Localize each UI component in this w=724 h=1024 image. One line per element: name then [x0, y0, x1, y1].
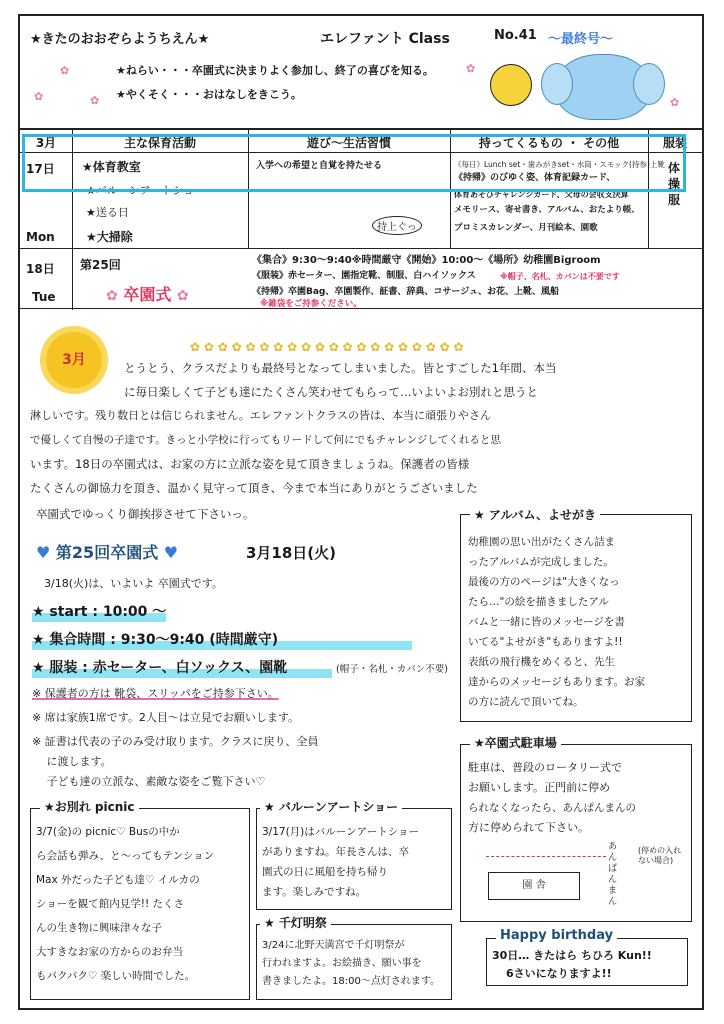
- lead-line: に毎日楽しくて子ども達にたくさん笑わせてもらって…いよいよお別れと思うと: [124, 385, 538, 399]
- row1-items: 《持帰》のびゆく姿、体育記録カード、: [454, 173, 616, 183]
- row1-dress: 体操服: [668, 161, 681, 207]
- balloon-line: がありますね。年長さんは、卒: [262, 846, 409, 858]
- promise-text: ★やくそく・・・おはなしをきこう。: [116, 88, 302, 101]
- album-line: たら…"の絵を描きましたアル: [468, 596, 609, 608]
- ceremony-date: 3月18日(火): [246, 544, 337, 562]
- album-line: 表紙の飛行機をめくると、先生: [468, 656, 615, 668]
- row1-items: 《毎日》Lunch set・歯みがきset・水筒・スモック(持参)上靴: [454, 160, 665, 169]
- row1-items: 体育あそびチャレンジカード、父母の会収支決算: [454, 190, 629, 199]
- row1-activity: ★バルーンアートショー: [86, 184, 206, 197]
- picnic-line: 大すきなお家の方からのお弁当: [36, 946, 183, 958]
- ceremony-note: ※ 席は家族1席です。2人目～は立見でお願いします。: [32, 711, 299, 724]
- album-line: の方に読んで頂いてね。: [468, 696, 584, 708]
- newsletter-page: [18, 14, 704, 1010]
- chick-illustration-icon: [490, 64, 532, 106]
- lantern-title: ★ 千灯明祭: [260, 914, 331, 931]
- album-title: ★ アルバム、よせがき: [470, 506, 600, 523]
- ceremony-dress: ★ 服装 : 赤セーター、白ソックス、園靴: [32, 658, 332, 678]
- lead-line: 淋しいです。残り数日とは信じられません。エレファントクラスの皆は、本当に頑張りやさん: [30, 409, 492, 422]
- birthday-line: 6さいになりますよ!!: [506, 967, 612, 980]
- parking-map-building: 園 舎: [488, 872, 580, 900]
- ceremony-gather: ★ 集合時間 : 9:30～9:40 (時間厳守): [32, 630, 412, 650]
- row2-line2: 《服装》赤セーター、園指定靴、制服、白ハイソックス: [252, 271, 476, 281]
- ceremony-note: 子ども達の立派な、素敵な姿をご覧下さい♡: [32, 775, 266, 788]
- birthday-title: Happy birthday: [496, 928, 617, 943]
- header-dress: 服装: [662, 136, 687, 150]
- flower-icon: ✿: [90, 94, 100, 107]
- ceremony-title: ✿ 卒園式 ✿: [106, 285, 189, 304]
- flower-icon: ✿: [106, 288, 118, 304]
- lead-line: います。18日の卒園式は、お家の方に立派な姿を見て頂きましょうね。保護者の皆様: [30, 457, 470, 471]
- ceremony-dress-note: (帽子・名札・カバン不要): [336, 664, 448, 675]
- ceremony-note: ※ 証書は代表の子のみ受け取ります。クラスに戻り、全員: [32, 735, 319, 748]
- ceremony-intro: 3/18(火)は、いよいよ 卒園式です。: [44, 577, 223, 590]
- lantern-line: 書きましたよ。18:00～点灯されます。: [262, 976, 441, 987]
- row1-items: プロミスカレンダー、月刊絵本、園歌: [454, 223, 598, 233]
- lead-line: たくさんの御協力を頂き、温かく見守って頂き、今まで本当にありがとうございました: [30, 481, 478, 495]
- balloon-line: ます。楽しみですね。: [262, 886, 367, 898]
- lead-line: とうとう、クラスだよりも最終号となってしまいました。皆とすごした1年間、本当: [124, 361, 557, 375]
- parking-line: 方に停められて下さい。: [468, 821, 589, 834]
- balloon-line: 園式の日に風船を持ち帰り: [262, 866, 388, 878]
- album-line: ったアルバムが完成しました。: [468, 556, 614, 568]
- header-items: 持ってくるもの ・ その他: [478, 136, 620, 150]
- parking-line: られなくなったら、あんぱんまんの: [468, 802, 636, 814]
- picnic-line: 3/7(金)の picnic♡ Busの中か: [36, 826, 180, 838]
- ceremony-highlight-frame: [22, 134, 686, 192]
- lantern-line: 行われますよ。お絵描き、願い事を: [262, 958, 422, 969]
- header-habits: 遊び～生活習慣: [306, 136, 391, 150]
- lead-line: 卒園式でゆっくり御挨拶させて下さいっ。: [36, 507, 255, 521]
- balloon-line: 3/17(月)はバルーンアートショー: [262, 826, 420, 838]
- row1-activity: ★送る日: [86, 206, 129, 219]
- row1-date: 17日: [26, 162, 55, 176]
- row1-day: Mon: [26, 230, 55, 244]
- row1-note: 持上ぐっ: [372, 216, 422, 235]
- parking-line: 駐車は、普段のロータリー式で: [468, 761, 622, 774]
- picnic-line: もパクパク♡ 楽しい時間でした。: [36, 970, 196, 982]
- parking-route: [486, 856, 606, 857]
- butterfly-icon: ✿ ✿ ✿ ✿ ✿ ✿ ✿ ✿ ✿ ✿ ✿ ✿ ✿ ✿ ✿ ✿ ✿ ✿ ✿ ✿: [190, 340, 464, 354]
- picnic-line: ショーを観て館内見学!! たくさ: [36, 898, 185, 910]
- flower-icon: ✿: [466, 62, 476, 75]
- lantern-line: 3/24に北野天満宮で千灯明祭が: [262, 940, 405, 951]
- album-line: 最後の方のページは"大きくなっ: [468, 576, 620, 588]
- heart-icon: ♥: [163, 543, 179, 562]
- flower-icon: ✿: [176, 288, 189, 304]
- row2-event: 第25回: [80, 258, 121, 272]
- parking-map-note: (停めの入れない場合): [638, 846, 682, 865]
- album-line: 幼稚園の思い出がたくさん詰ま: [468, 536, 615, 548]
- class-name: エレファント Class: [320, 31, 450, 47]
- heart-icon: ♥: [36, 543, 51, 562]
- row1-items: メモリース、寄せ書き、アルバム、おたより帳、: [454, 205, 640, 215]
- header-activities: 主な保育活動: [123, 136, 196, 150]
- aim-text: ★ねらい・・・卒園式に決まりよく参加し、終了の喜びを知る。: [116, 64, 434, 77]
- flower-icon: ✿: [60, 64, 70, 77]
- album-line: 達からのメッセージもあります。お家: [468, 676, 646, 688]
- album-line: いてる"よせがき"もありますよ!!: [468, 636, 623, 648]
- row2-line3: 《持帰》卒園Bag、卒園製作、証書、辞典、コサージュ、お花、上靴、風船: [252, 287, 560, 297]
- row2-line4: ※雑袋をご持参ください。: [260, 299, 362, 309]
- row2-line2-note: ※帽子、名札、カバンは不要です: [500, 272, 620, 281]
- row2-line1: 《集合》9:30～9:40※時間厳守《開始》10:00～《場所》幼稚園Bigroom: [252, 255, 601, 266]
- ceremony-note: に渡します。: [32, 755, 112, 768]
- header-month: 3月: [35, 136, 57, 150]
- parking-map-side: あんぱんまん: [608, 842, 618, 907]
- final-issue-label: ～最終号～: [548, 32, 614, 47]
- row1-habit: 入学への希望と自覚を持たせる: [256, 161, 383, 171]
- row1-activity: ★体育教室: [82, 160, 141, 174]
- picnic-line: ら会話も弾み、と～ってもテンション: [36, 850, 215, 862]
- row2-date: 18日: [26, 262, 55, 276]
- parking-title: ★卒園式駐車場: [470, 734, 561, 751]
- picnic-title: ★お別れ picnic: [40, 798, 139, 815]
- row2-day: Tue: [32, 290, 56, 304]
- issue-number: No.41: [494, 28, 537, 43]
- ceremony-start: ★ start : 10:00 ～: [32, 604, 167, 620]
- row1-activity: ★大掃除: [86, 230, 133, 244]
- picnic-line: んの生き物に興味津々な子: [36, 922, 162, 934]
- ceremony-section-title: ♥ 第25回卒園式 ♥: [36, 543, 179, 562]
- balloon-title: ★ バルーンアートショー: [260, 798, 402, 815]
- elephant-illustration-icon: [556, 54, 650, 120]
- ceremony-note: ※ 保護者の方は 靴袋、スリッパをご持参下さい。: [32, 687, 279, 700]
- picnic-line: Max 外だった子ども達♡ イルカの: [36, 874, 200, 886]
- flower-icon: ✿: [670, 96, 680, 109]
- lead-line: で優しくて自慢の子達です。きっと小学校に行ってもリードして何にでもチャレンジしてくれると思: [30, 434, 501, 446]
- school-name: ★きたのおおぞらようちえん★: [30, 32, 210, 47]
- flower-icon: ✿: [34, 90, 44, 103]
- parking-line: お願いします。正門前に停め: [468, 781, 611, 794]
- birthday-line: 30日… きたはら ちひろ Kun!!: [492, 949, 652, 962]
- album-line: バムと一緒に皆のメッセージを書: [468, 616, 625, 628]
- month-badge: 3月: [46, 332, 102, 388]
